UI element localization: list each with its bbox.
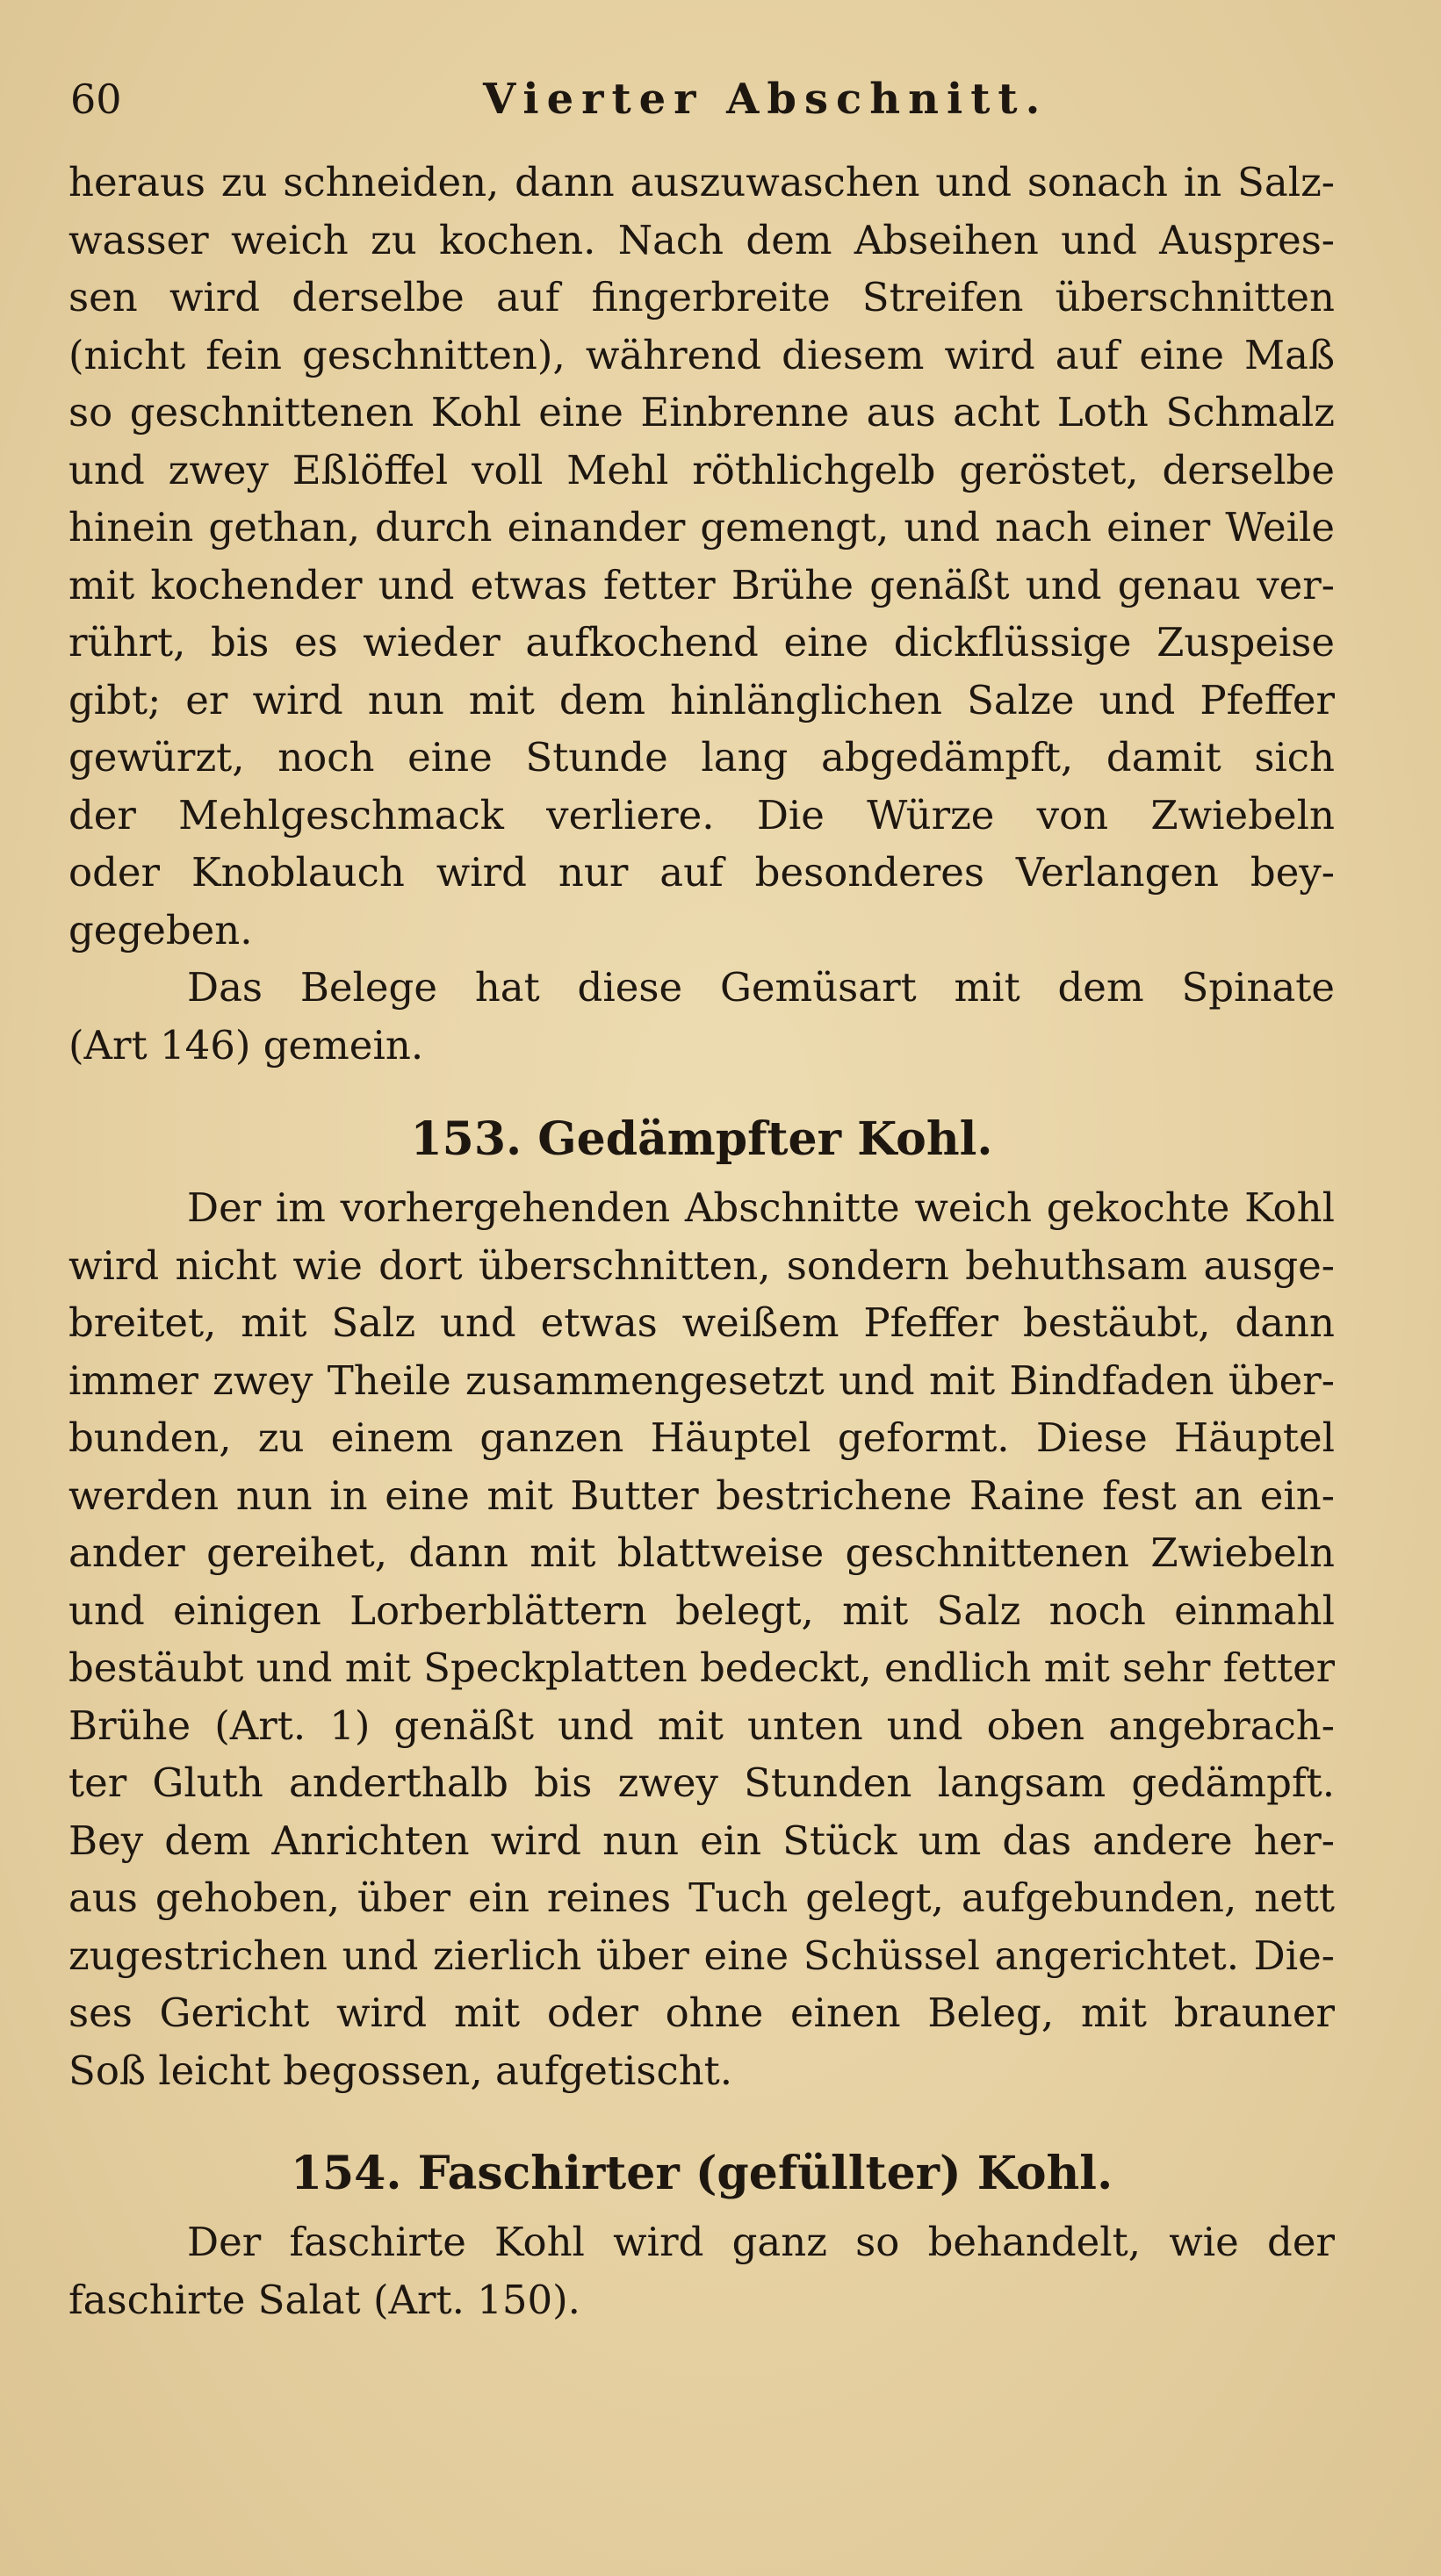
text-line: ses Gericht wird mit oder ohne einen Beleg, mit brauner xyxy=(68,1990,1335,2036)
text-line: so geschnittenen Kohl eine Einbrenne aus acht Loth Schmalz xyxy=(68,389,1335,435)
text-line: gibt; er wird nun mit dem hinlänglichen Salze und Pfeffer xyxy=(68,676,1335,723)
text-line: zugestrichen und zierlich über eine Schüssel angerichtet. Die- xyxy=(68,1932,1335,1979)
section-154-paragraph xyxy=(68,2213,1335,2328)
text-line: bestäubt und mit Speckplatten bedeckt, endlich mit sehr fetter xyxy=(68,1644,1335,1691)
text-line: der Mehlgeschmack verliere. Die Würze von Zwiebeln xyxy=(68,791,1335,838)
text-line: Brühe (Art. 1) genäßt und mit unten und oben angebrach- xyxy=(68,1702,1335,1749)
intro-paragraph xyxy=(68,154,1335,959)
page-number: 60 xyxy=(70,76,122,123)
text-line: sen wird derselbe auf fingerbreite Streifen überschnitten xyxy=(68,274,1335,320)
text-line: Soß leicht begossen, aufgetischt. xyxy=(68,2047,733,2094)
page-body xyxy=(68,154,1335,2328)
text-line: mit kochender und etwas fetter Brühe genäßt und genau ver- xyxy=(68,561,1335,608)
text-line: Der faschirte Kohl wird ganz so behandelt, wie der xyxy=(187,2219,1335,2265)
text-line: aus gehoben, über ein reines Tuch gelegt, aufgebunden, nett xyxy=(68,1874,1335,1921)
text-line: Das Belege hat diese Gemüsart mit dem Spinate xyxy=(187,964,1335,1011)
text-line: und zwey Eßlöffel voll Mehl röthlichgelb geröstet, derselbe xyxy=(68,446,1335,493)
text-line: hinein gethan, durch einander gemengt, und nach einer Weile xyxy=(68,504,1335,550)
section-153-paragraph xyxy=(68,1179,1335,2099)
text-line: ter Gluth anderthalb bis zwey Stunden langsam gedämpft. xyxy=(68,1759,1335,1806)
text-line: faschirte Salat (Art. 150). xyxy=(68,2276,580,2323)
text-line: wird nicht wie dort überschnitten, sondern behuthsam ausge- xyxy=(68,1241,1335,1289)
text-line: Bey dem Anrichten wird nun ein Stück um das andere her- xyxy=(68,1817,1335,1864)
text-line: Der im vorhergehenden Abschnitte weich gekochte Kohl xyxy=(187,1184,1335,1231)
intro-paragraph-2 xyxy=(68,959,1335,1074)
text-line: wasser weich zu kochen. Nach dem Abseihen und Auspres- xyxy=(68,216,1335,263)
running-title: Vierter Abschnitt. xyxy=(483,75,1048,124)
section-title-154: 154. Faschirter (gefüllter) Kohl. xyxy=(290,2147,1113,2200)
text-line: (Art 146) gemein. xyxy=(68,1021,424,1069)
section-title-153: 153. Gedämpfter Kohl. xyxy=(410,1112,993,1166)
text-line: ander gereihet, dann mit blattweise geschnittenen Zwiebeln xyxy=(68,1529,1335,1576)
page-header xyxy=(70,68,1370,130)
text-line: gewürzt, noch eine Stunde lang abgedämpft, damit sich xyxy=(68,734,1335,781)
text-line: heraus zu schneiden, dann auszuwaschen und sonach in Salz- xyxy=(68,159,1335,205)
text-line: bunden, zu einem ganzen Häuptel geformt. Diese Häuptel xyxy=(68,1414,1335,1461)
text-line: gegeben. xyxy=(68,906,253,953)
text-line: und einigen Lorberblättern belegt, mit Salz noch einmahl xyxy=(68,1587,1335,1634)
text-line: (nicht fein geschnitten), während diesem wird auf eine Maß xyxy=(68,331,1335,378)
text-line: werden nun in eine mit Butter bestrichene Raine fest an ein- xyxy=(68,1471,1335,1519)
text-line: rührt, bis es wieder aufkochend eine dickflüssige Zuspeise xyxy=(68,619,1335,666)
text-line: oder Knoblauch wird nur auf besonderes Verlangen bey- xyxy=(68,849,1335,896)
text-line: breitet, mit Salz und etwas weißem Pfeffer bestäubt, dann xyxy=(68,1299,1335,1346)
text-line: immer zwey Theile zusammengesetzt und mit Bindfaden über- xyxy=(68,1356,1335,1404)
